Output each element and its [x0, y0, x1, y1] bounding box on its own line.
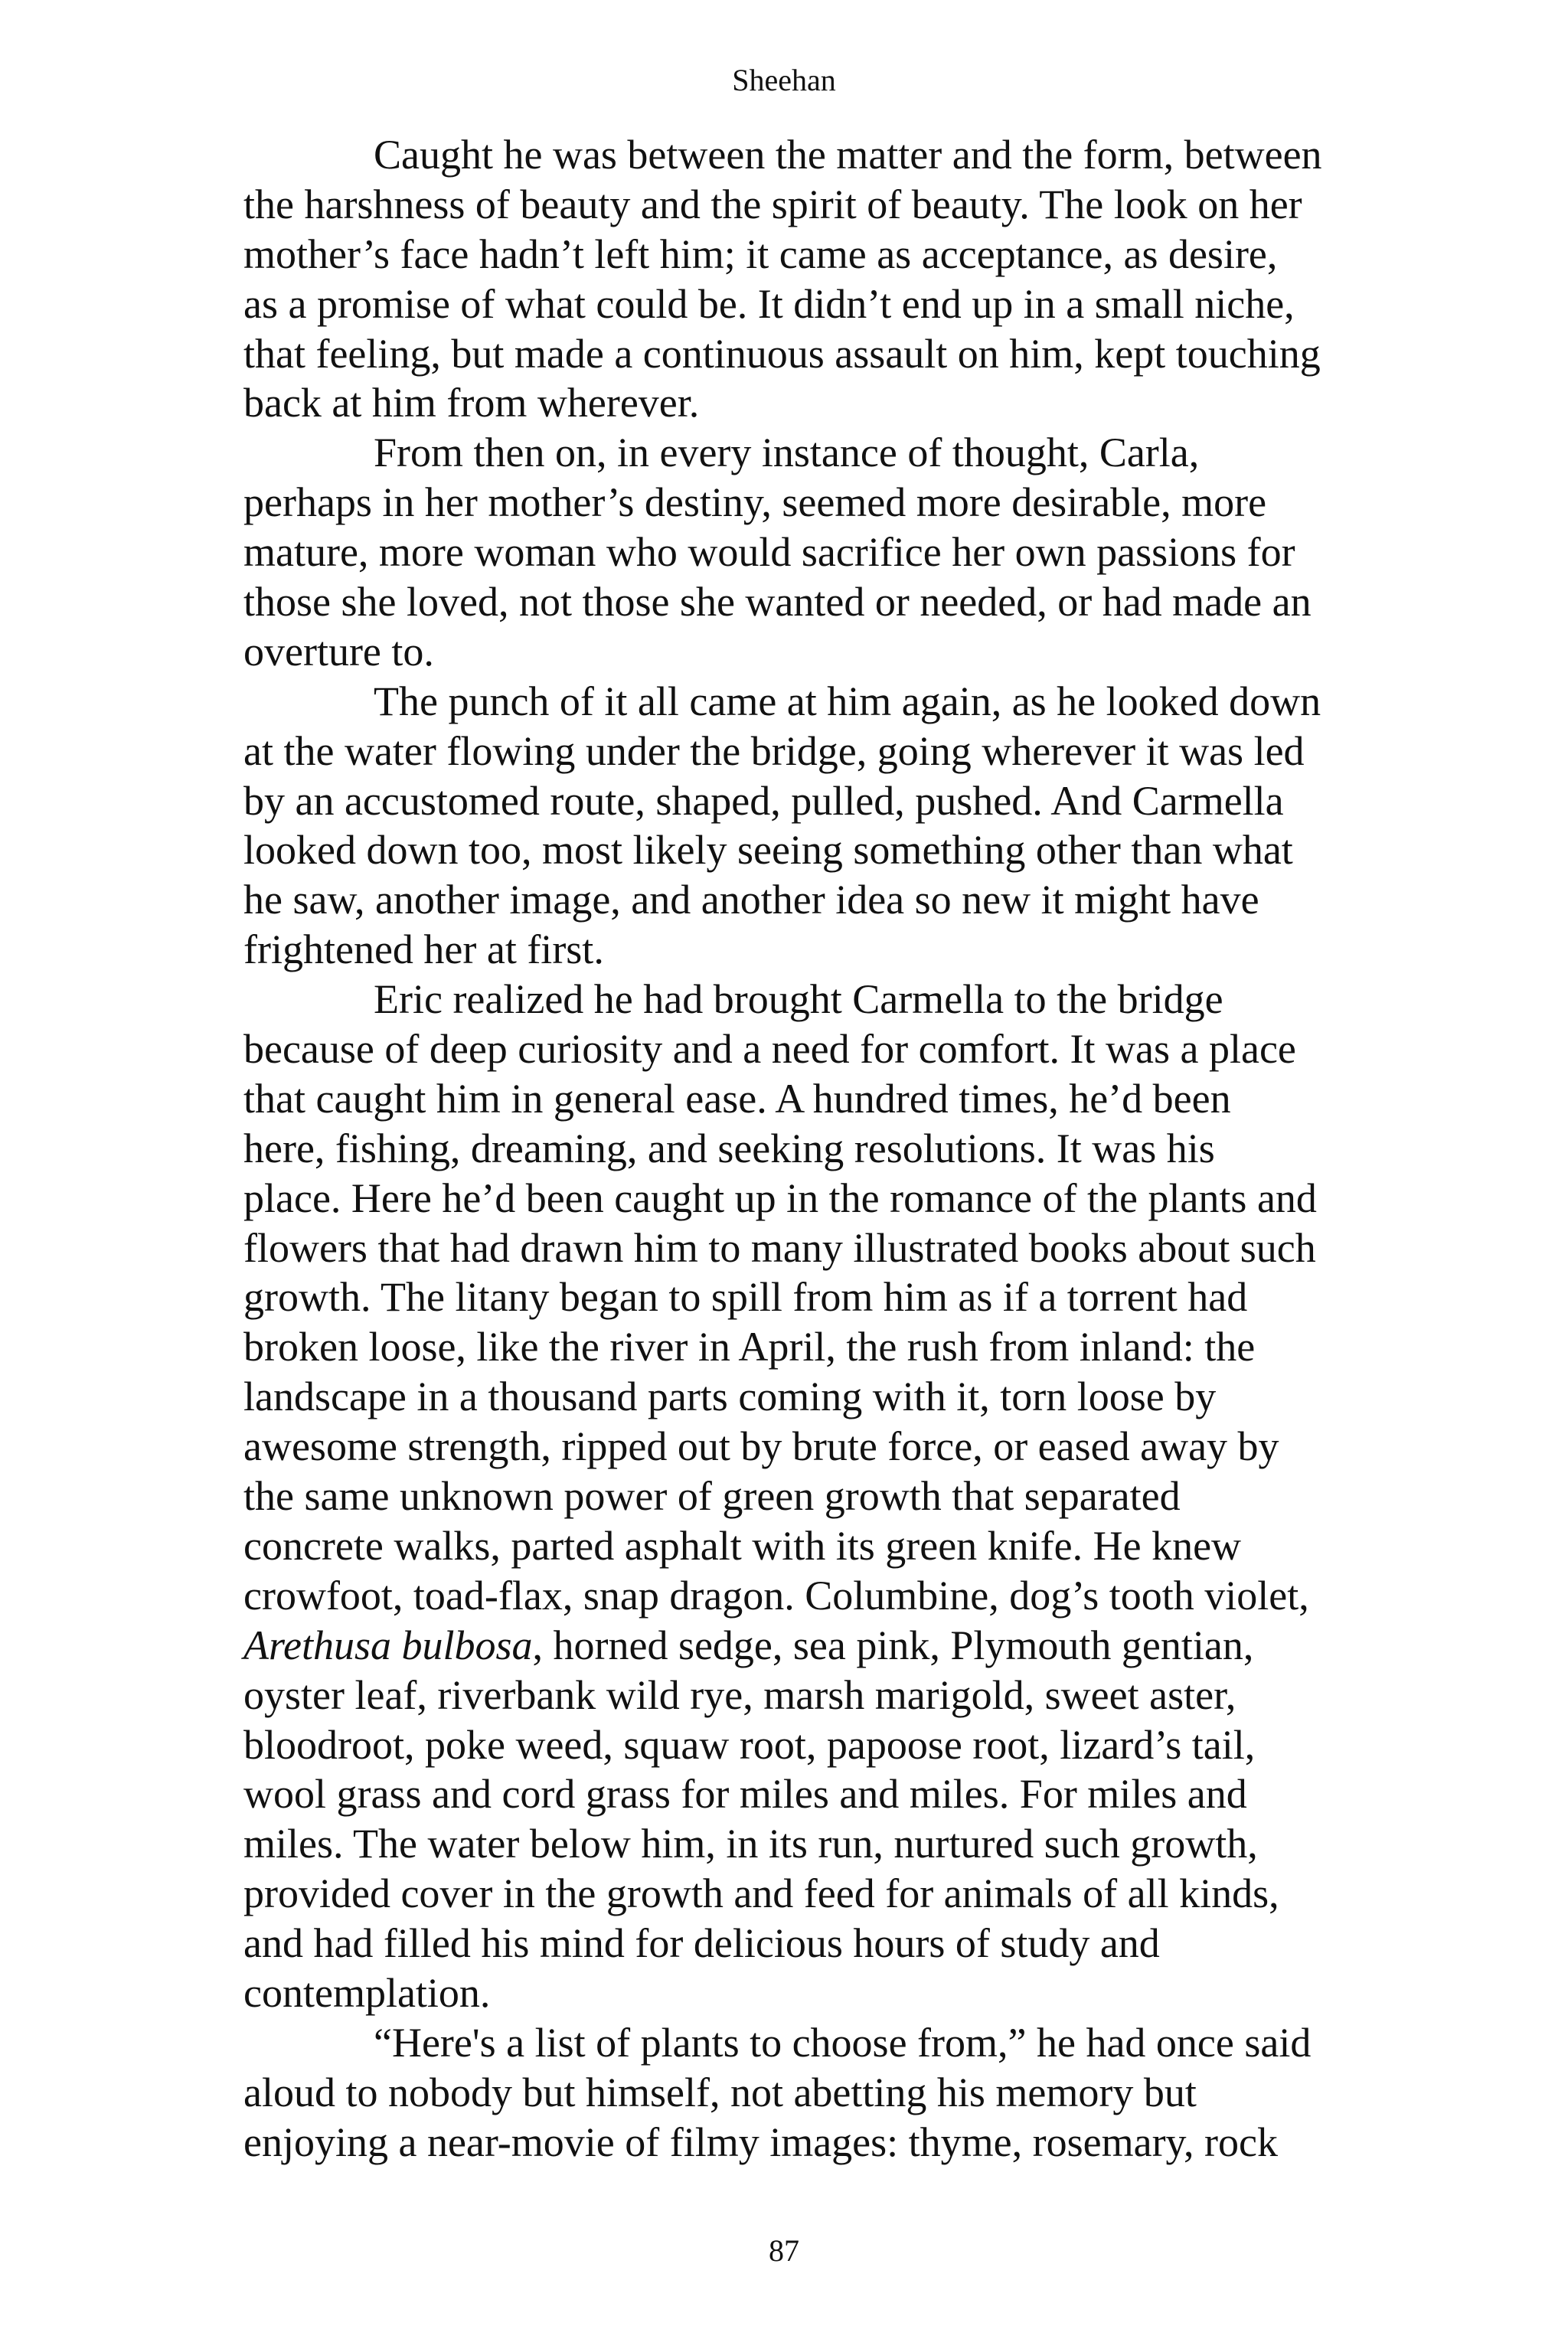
text-line: that feeling, but made a continuous assault on him, kept touching	[243, 330, 1321, 377]
text-line: the same unknown power of green growth that separated	[243, 1473, 1181, 1520]
text-line: miles. The water below him, in its run, nurtured such growth,	[243, 1821, 1258, 1867]
text-line: aloud to nobody but himself, not abetting his memory but	[243, 2069, 1197, 2115]
text-line: oyster leaf, riverbank wild rye, marsh marigold, sweet aster,	[243, 1671, 1236, 1718]
text-line: enjoying a near-movie of filmy images: thyme, rosemary, rock	[243, 2118, 1279, 2165]
text-line: bloodroot, poke weed, squaw root, papoose root, lizard’s tail,	[243, 1721, 1256, 1768]
text-line: because of deep curiosity and a need for comfort. It was a place	[243, 1026, 1296, 1073]
text-line: awesome strength, ripped out by brute force, or eased away by	[243, 1423, 1279, 1470]
text-line: looked down too, most likely seeing something other than what	[243, 827, 1293, 874]
text-line: broken loose, like the river in April, the rush from inland: the	[243, 1324, 1256, 1370]
text-line: back at him from wherever.	[243, 380, 700, 426]
text-line: provided cover in the growth and feed for animals of all kinds,	[243, 1870, 1279, 1917]
text-line: contemplation.	[243, 1969, 491, 2016]
text-line: From then on, in every instance of thought, Carla,	[374, 430, 1200, 476]
text-line: flowers that had drawn him to many illustrated books about such	[243, 1224, 1316, 1271]
page-number: 87	[769, 2233, 799, 2268]
text-line: overture to.	[243, 628, 434, 675]
text-line: those she loved, not those she wanted or needed, or had made an	[243, 579, 1312, 626]
text-line: that caught him in general ease. A hundred times, he’d been	[243, 1075, 1231, 1122]
text-line: The punch of it all came at him again, as he looked down	[374, 678, 1321, 724]
text-line: he saw, another image, and another idea so new it might have	[243, 877, 1259, 923]
italic-species-name: Arethusa bulbosa	[243, 1622, 533, 1668]
text-line: landscape in a thousand parts coming with it, torn loose by	[243, 1374, 1217, 1420]
body-text	[243, 130, 1392, 2167]
text-line: and had filled his mind for delicious hours of study and	[243, 1920, 1160, 1967]
text-line: crowfoot, toad-flax, snap dragon. Columbine, dog’s tooth violet,	[243, 1572, 1309, 1619]
text-line: wool grass and cord grass for miles and miles. For miles and	[243, 1771, 1247, 1818]
text-line: here, fishing, dreaming, and seeking resolutions. It was his	[243, 1125, 1215, 1171]
text-line: growth. The litany began to spill from him as if a torrent had	[243, 1274, 1248, 1321]
text-line-rest: , horned sedge, sea pink, Plymouth gentian,	[532, 1622, 1254, 1668]
text-line: perhaps in her mother’s destiny, seemed more desirable, more	[243, 479, 1267, 526]
text-line: concrete walks, parted asphalt with its green knife. He knew	[243, 1522, 1242, 1569]
text-line: Eric realized he had brought Carmella to the bridge	[374, 976, 1223, 1023]
text-line: the harshness of beauty and the spirit of beauty. The look on her	[243, 181, 1302, 227]
text-line: mature, more woman who would sacrifice her own passions for	[243, 529, 1295, 576]
text-line: frightened her at first.	[243, 926, 604, 973]
text-line: as a promise of what could be. It didn’t end up in a small niche,	[243, 280, 1295, 327]
text-line	[243, 1621, 1392, 1671]
text-line: place. Here he’d been caught up in the romance of the plants and	[243, 1174, 1317, 1221]
text-line: mother’s face hadn’t left him; it came as acceptance, as desire,	[243, 230, 1278, 277]
text-line: “Here's a list of plants to choose from,” he had once said	[374, 2019, 1312, 2066]
text-line: by an accustomed route, shaped, pulled, pushed. And Carmella	[243, 777, 1284, 824]
text-line: at the water flowing under the bridge, going wherever it was led	[243, 727, 1305, 774]
running-head: Sheehan	[732, 63, 836, 97]
text-line: Caught he was between the matter and the form, between	[374, 132, 1322, 178]
